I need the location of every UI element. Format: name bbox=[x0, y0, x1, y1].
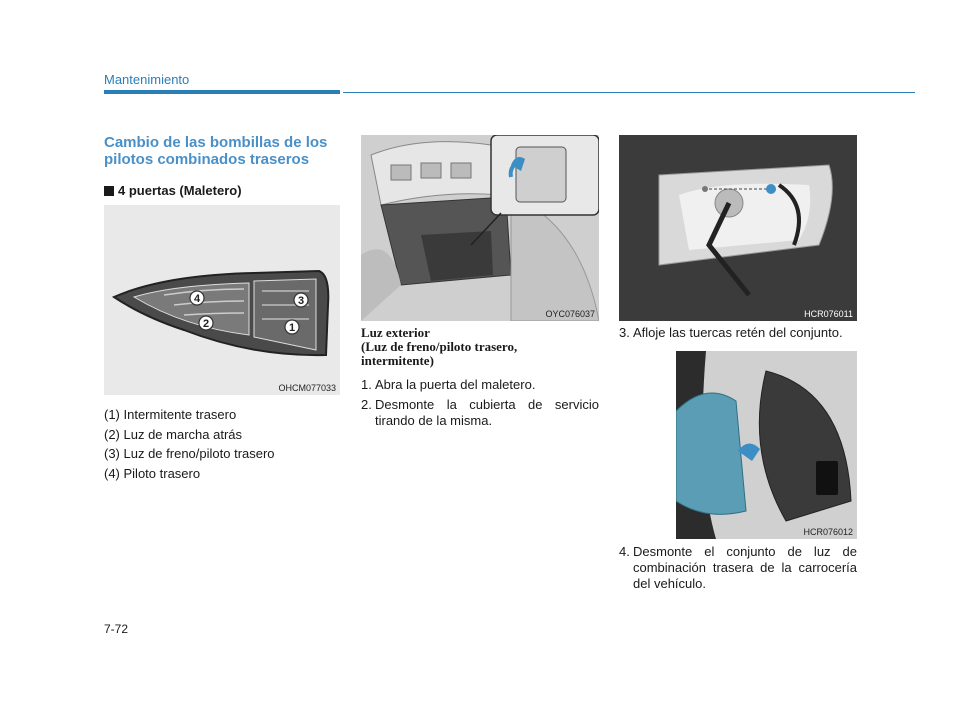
header-title: Mantenimiento bbox=[104, 72, 190, 87]
label-1: 1 bbox=[288, 322, 296, 334]
label-2: 2 bbox=[202, 318, 210, 330]
label-3: 3 bbox=[297, 295, 305, 307]
step-number: 2. bbox=[361, 397, 372, 412]
step-item bbox=[619, 544, 857, 592]
section-title: Cambio de las bombillas de los pilotos combinados traseros bbox=[104, 134, 328, 168]
taillight-illustration bbox=[104, 205, 340, 395]
heading-line: Luz exterior bbox=[361, 325, 430, 340]
step-text: Abra la puerta del maletero. bbox=[375, 377, 536, 392]
heading-line: (Luz de freno/piloto trasero, bbox=[361, 339, 518, 354]
figure-code: OHCM077033 bbox=[278, 383, 336, 393]
taillight-figure bbox=[104, 205, 340, 395]
step-text: Afloje las tuercas retén del conjunto. bbox=[633, 325, 843, 340]
step-item bbox=[361, 377, 599, 393]
legend-item: (4) Piloto trasero bbox=[104, 465, 201, 481]
header-line bbox=[343, 92, 915, 93]
step-text: Desmonte el conjunto de luz de combinación trasera de la carrocería del vehículo. bbox=[633, 544, 857, 591]
nuts-figure bbox=[619, 135, 857, 321]
subheading bbox=[104, 183, 242, 198]
step-item bbox=[619, 325, 857, 341]
label-4: 4 bbox=[193, 293, 201, 305]
middle-steps bbox=[361, 377, 599, 433]
step-3 bbox=[619, 325, 857, 345]
figure-code: OYC076037 bbox=[545, 309, 595, 319]
legend-item: (3) Luz de freno/piloto trasero bbox=[104, 446, 275, 461]
subheading-text: 4 puertas (Maletero) bbox=[118, 183, 242, 198]
legend-item: (2) Luz de marcha atrás bbox=[104, 426, 243, 442]
trunk-illustration bbox=[361, 135, 599, 321]
middle-heading bbox=[361, 326, 599, 368]
step-number: 1. bbox=[361, 377, 372, 392]
square-bullet-icon bbox=[104, 186, 114, 196]
nuts-illustration bbox=[619, 135, 857, 321]
header-bar bbox=[104, 90, 340, 94]
lamp-figure bbox=[676, 351, 857, 539]
heading-line: intermitente) bbox=[361, 353, 434, 368]
step-number: 4. bbox=[619, 544, 630, 559]
trunk-figure bbox=[361, 135, 599, 321]
step-4 bbox=[619, 544, 857, 596]
legend bbox=[104, 405, 275, 483]
step-text: Desmonte la cubierta de servicio tirando de la misma. bbox=[375, 397, 599, 428]
legend-item: (1) Intermitente trasero bbox=[104, 407, 237, 422]
page-number: 7-72 bbox=[104, 622, 129, 636]
step-item bbox=[361, 397, 599, 429]
lamp-illustration bbox=[676, 351, 857, 539]
figure-code: HCR076012 bbox=[803, 527, 853, 537]
figure-code: HCR076011 bbox=[804, 309, 853, 319]
step-number: 3. bbox=[619, 325, 630, 340]
